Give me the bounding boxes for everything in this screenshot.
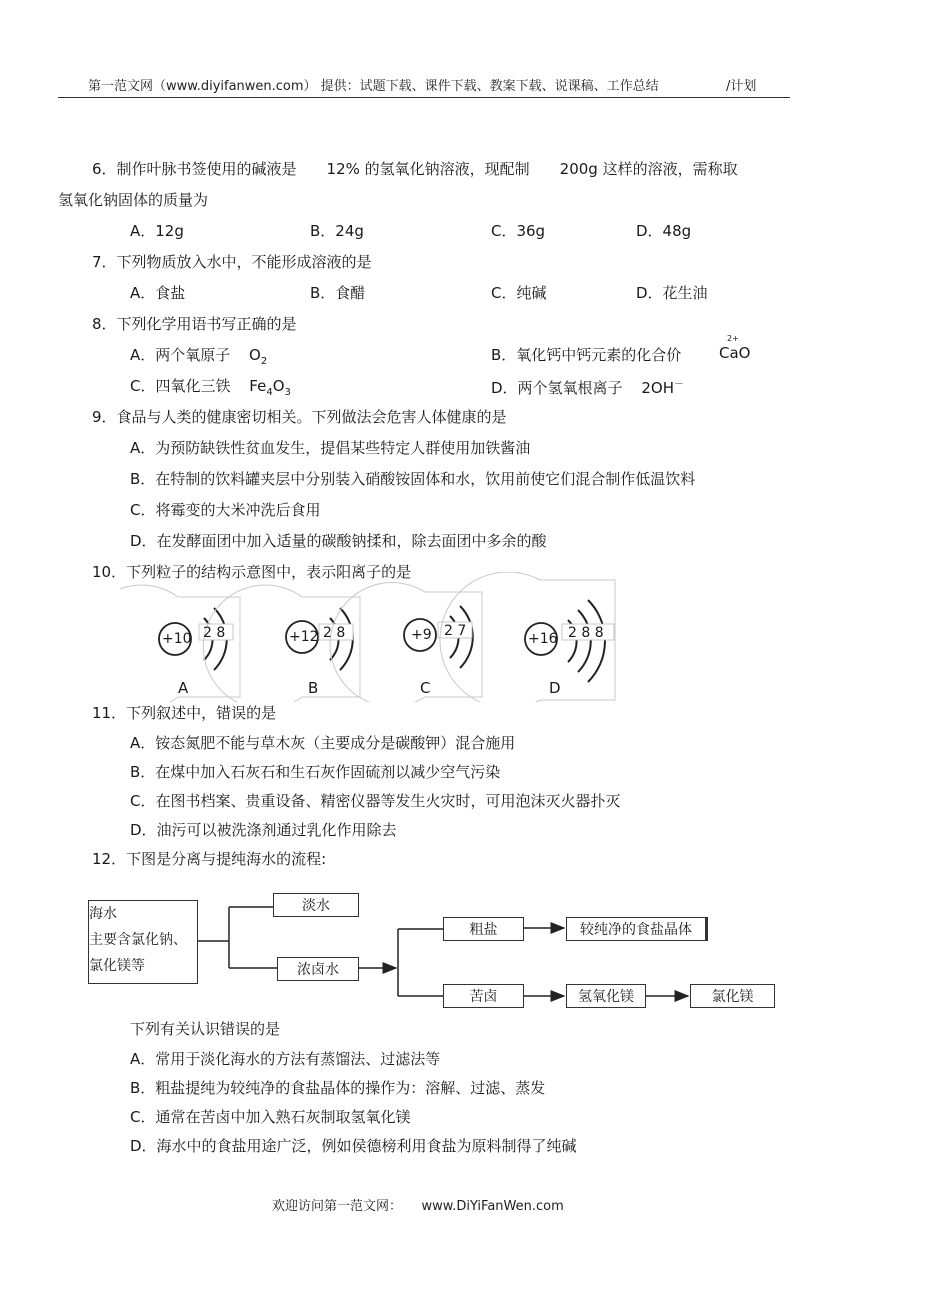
q10-stem: 10．下列粒子的结构示意图中，表示阳离子的是 — [92, 563, 412, 581]
q12-option-d: D．海水中的食盐用途广泛，例如侯德榜利用食盐为原料制得了纯碱 — [130, 1137, 577, 1155]
q9-stem: 9．食品与人类的健康密切相关。下列做法会危害人体健康的是 — [92, 408, 507, 426]
q8-d-charge: － — [673, 379, 684, 390]
q7-option-c: C．纯碱 — [491, 284, 547, 302]
header-right-text: /计划 — [726, 79, 757, 94]
atom-c-label: C — [420, 679, 431, 697]
q8-option-b-text: B．氧化钙中钙元素的化合价 — [491, 346, 682, 364]
atom-c-electrons: 2 7 — [444, 623, 467, 639]
flow-seawater-desc-2: 氯化镁等 — [89, 958, 145, 974]
q8-d-formula-main: 2OH — [641, 379, 674, 397]
atom-a-label: A — [178, 679, 189, 697]
atom-c-nucleus-label: +9 — [411, 627, 432, 643]
q8-c-sub1: 4 — [266, 387, 273, 398]
q7-stem: 7．下列物质放入水中，不能形成溶液的是 — [92, 253, 372, 271]
q8-option-b-valence: 2+ — [727, 334, 739, 343]
q6-stem-line1: 6．制作叶脉书签使用的碱液是 12% 的氢氧化钠溶液，现配制 200g 这样的溶液，需称取 — [92, 160, 738, 178]
atom-a-electrons: 2 8 — [203, 625, 226, 641]
atom-a-nucleus-label: +10 — [162, 631, 192, 647]
flow-box-brine: 浓卤水 — [277, 957, 359, 981]
atom-d-nucleus-label: +16 — [528, 631, 558, 647]
q8-c-sub2: 3 — [284, 387, 291, 398]
q12-stem: 12．下图是分离与提纯海水的流程: — [92, 850, 327, 868]
flow-box-fresh-water: 淡水 — [273, 893, 359, 917]
q9-option-c: C．将霉变的大米冲洗后食用 — [130, 501, 321, 519]
q8-option-c-text: C．四氧化三铁 — [130, 377, 231, 395]
atom-d-label: D — [549, 679, 561, 697]
header-text: 第一范文网（www.diyifanwen.com） 提供：试题下载、课件下载、教案下载、说课稿、工作总结 — [88, 79, 659, 94]
q12-option-c: C．通常在苦卤中加入熟石灰制取氢氧化镁 — [130, 1108, 411, 1126]
q11-option-b: B．在煤中加入石灰石和生石灰作固硫剂以减少空气污染 — [130, 763, 501, 781]
q11-option-d: D．油污可以被洗涤剂通过乳化作用除去 — [130, 821, 397, 839]
q9-option-b: B．在特制的饮料罐夹层中分别装入硝酸铵固体和水，饮用前使它们混合制作低温饮料 — [130, 470, 696, 488]
flow-box-seawater — [88, 900, 198, 984]
q8-a-formula-main: O — [249, 346, 261, 364]
footer-text: 欢迎访问第一范文网： www.DiYiFanWen.com — [272, 1199, 564, 1214]
q8-option-b-formula: CaO — [719, 344, 751, 362]
flow-seawater-title: 海水 — [89, 906, 117, 922]
q6-option-c: C．36g — [491, 222, 546, 240]
q8-stem: 8．下列化学用语书写正确的是 — [92, 315, 297, 333]
q8-c-o: O — [272, 377, 285, 395]
flow-box-pure-salt: 较纯净的食盐晶体 — [566, 917, 708, 941]
q12-sub-stem: 下列有关认识错误的是 — [130, 1020, 281, 1038]
atom-d-electrons: 2 8 8 — [568, 625, 604, 641]
q6-option-b: B．24g — [310, 222, 364, 240]
q9-option-a: A．为预防缺铁性贫血发生，提倡某些特定人群使用加铁酱油 — [130, 439, 531, 457]
q7-option-b: B．食醋 — [310, 284, 366, 302]
flow-box-mg-chloride: 氯化镁 — [690, 984, 775, 1008]
q8-c-fe: Fe — [249, 377, 267, 395]
flow-box-crude-salt: 粗盐 — [443, 917, 524, 941]
q11-stem: 11．下列叙述中，错误的是 — [92, 704, 277, 722]
q9-option-d: D．在发酵面团中加入适量的碳酸钠揉和，除去面团中多余的酸 — [130, 532, 547, 550]
q11-option-c: C．在图书档案、贵重设备、精密仪器等发生火灾时，可用泡沫灭火器扑灭 — [130, 792, 621, 810]
q8-a-formula-sub: 2 — [260, 356, 268, 367]
q8-option-d-text: D．两个氢氧根离子 — [491, 379, 623, 397]
flow-seawater-desc-1: 主要含氯化钠、 — [89, 932, 187, 948]
atom-b-electrons: 2 8 — [323, 625, 346, 641]
q6-option-a: A．12g — [130, 222, 184, 240]
q6-stem-line2: 氢氧化钠固体的质量为 — [58, 191, 209, 209]
q6-option-d: D．48g — [636, 222, 692, 240]
q12-option-b: B．粗盐提纯为较纯净的食盐晶体的操作为：溶解、过滤、蒸发 — [130, 1079, 546, 1097]
flow-box-mg-hydroxide: 氢氧化镁 — [566, 984, 646, 1008]
q7-option-a: A．食盐 — [130, 284, 186, 302]
q7-option-d: D．花生油 — [636, 284, 708, 302]
q11-option-a: A．铵态氮肥不能与草木灰（主要成分是碳酸钾）混合施用 — [130, 734, 516, 752]
atom-b-label: B — [308, 679, 319, 697]
atom-b-nucleus-label: +12 — [289, 629, 319, 645]
flow-box-bittern: 苦卤 — [443, 984, 524, 1008]
q8-option-a-text: A．两个氧原子 — [130, 346, 231, 364]
q12-option-a: A．常用于淡化海水的方法有蒸馏法、过滤法等 — [130, 1050, 441, 1068]
